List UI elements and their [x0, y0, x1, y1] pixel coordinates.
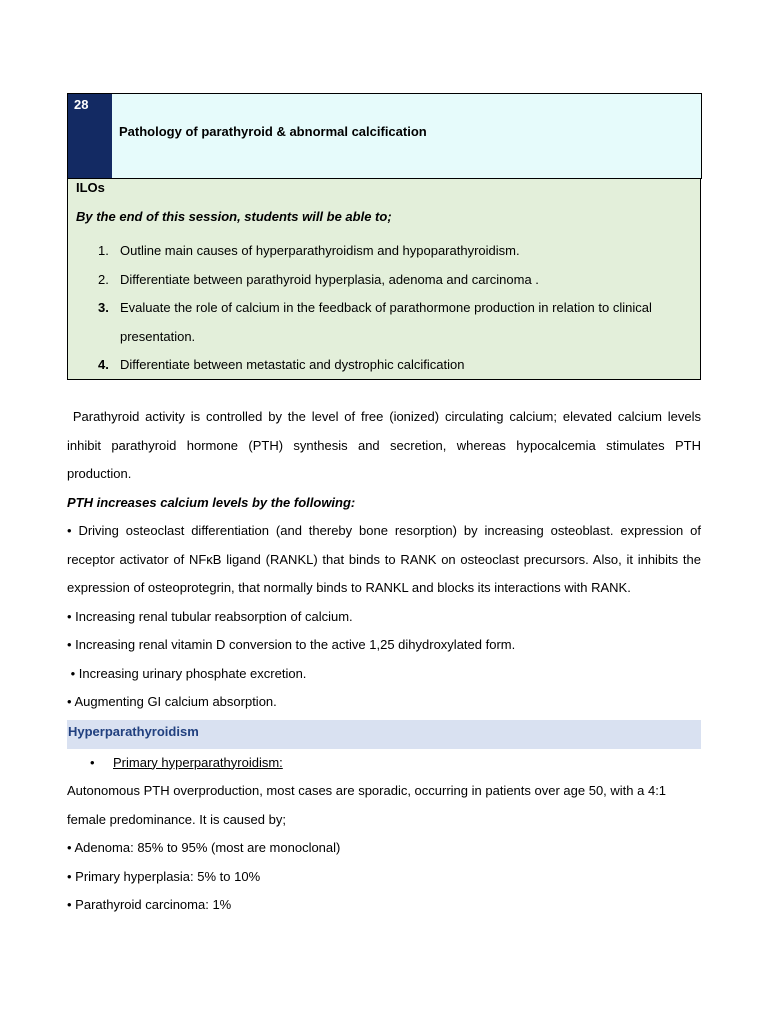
pth-bullet: • Increasing urinary phosphate excretion. [67, 665, 307, 681]
cause-bullet: • Parathyroid carcinoma: 1% [67, 897, 232, 912]
pth-heading: PTH increases calcium levels by the following: [67, 494, 356, 510]
ilo-text: Differentiate between parathyroid hyperplasia, adenoma and carcinoma . [120, 271, 539, 287]
ilo-item [68, 266, 700, 295]
ilo-item [68, 351, 700, 380]
ilo-text: Differentiate between metastatic and dystrophic calcification [120, 357, 465, 372]
ilo-number: 1. [98, 243, 109, 258]
intro-paragraph: Parathyroid activity is controlled by the level of free (ionized) circulating calcium; elevated calcium levels inhibit parathyroid hormone (PTH) synthesis and secretion, whereas hypocalcemia stimulates PTH production. [67, 409, 705, 481]
section-heading-hyperparathyroidism: Hyperparathyroidism [67, 720, 701, 749]
ilo-text: Evaluate the role of calcium in the feedback of parathormone production in relation to clinical presentation. [120, 300, 652, 344]
pth-bullet: • Augmenting GI calcium absorption. [67, 694, 277, 709]
session-title: Pathology of parathyroid & abnormal calcification [119, 124, 427, 139]
ilos-label: ILOs [76, 180, 105, 195]
pth-bullet: • Increasing renal vitamin D conversion to the active 1,25 dihydroxylated form. [67, 637, 516, 652]
ilos-intro: By the end of this session, students will be able to; [76, 209, 392, 224]
session-header [67, 93, 702, 179]
pth-bullet: • Increasing renal tubular reabsorption of calcium. [67, 608, 353, 624]
body-text [67, 403, 705, 920]
session-number: 28 [68, 94, 112, 178]
ilo-item [68, 294, 700, 351]
primary-paragraph: Autonomous PTH overproduction, most cases are sporadic, occurring in patients over age 50, with a 4:1 female predominance. It is caused by; [67, 783, 667, 827]
cause-bullet: • Adenoma: 85% to 95% (most are monoclonal) [67, 840, 341, 855]
bullet-dot: • [90, 754, 95, 770]
ilo-text: Outline main causes of hyperparathyroidism and hypoparathyroidism. [120, 243, 520, 258]
ilo-item [68, 237, 700, 266]
cause-bullet: • Primary hyperplasia: 5% to 10% [67, 868, 261, 884]
ilo-number: 3. [98, 300, 109, 315]
pth-bullet: • Driving osteoclast differentiation (and thereby bone resorption) by increasing osteoblast. expression of receptor activator of NFκB ligand (RANKL) that binds to RANK on osteoclast precursors. Also, it inhibits the expression of osteoprotegrin, that normally binds to RANKL and blocks its interactions with RANK. [67, 523, 701, 595]
subheading-primary [67, 749, 701, 778]
ilos-list [68, 237, 700, 380]
ilo-number: 4. [98, 357, 109, 372]
subheading-text: Primary hyperparathyroidism: [113, 754, 283, 770]
ilos-box [67, 179, 701, 380]
ilo-number: 2. [98, 271, 109, 287]
